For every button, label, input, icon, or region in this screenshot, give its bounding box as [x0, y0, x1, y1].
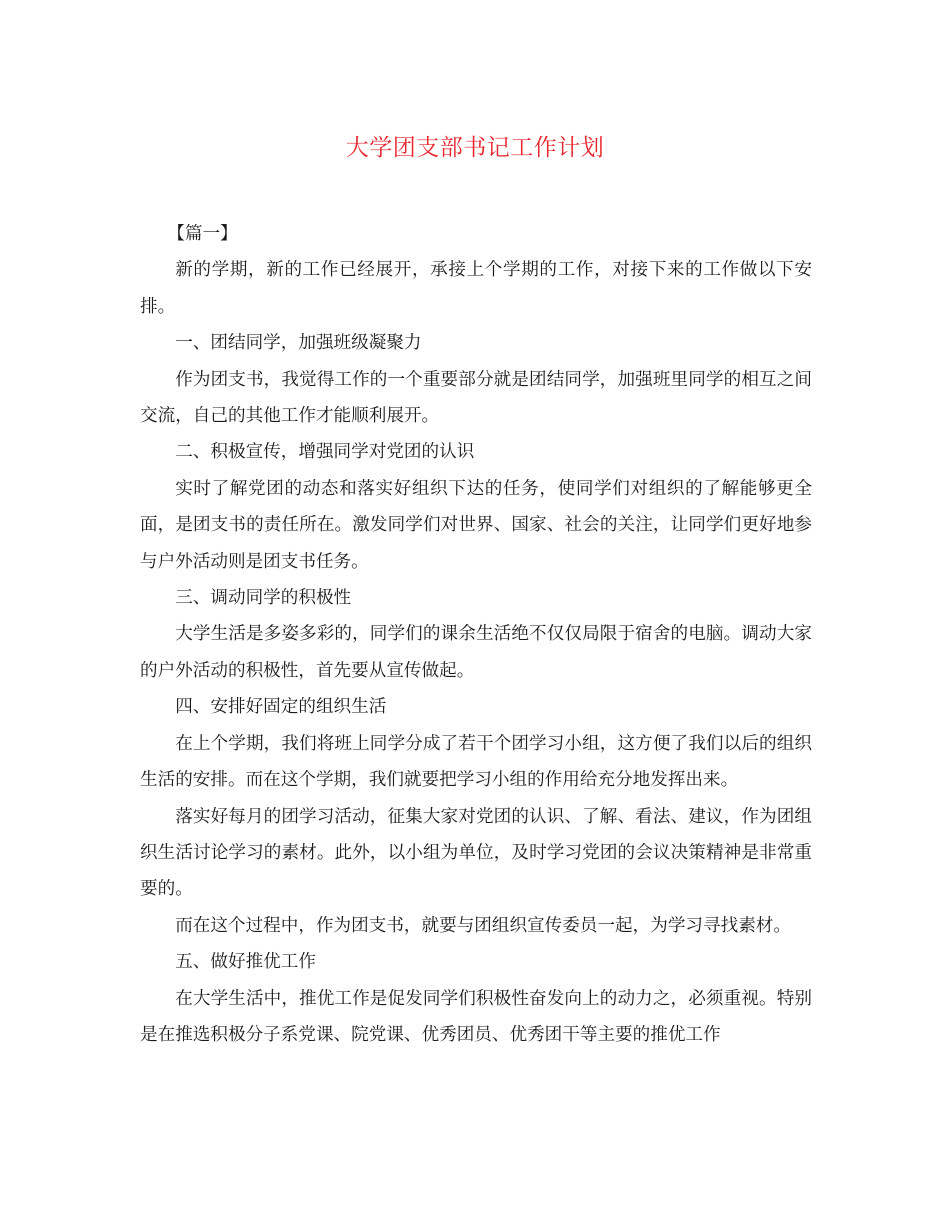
paragraph: 落实好每月的团学习活动，征集大家对党团的认识、了解、看法、建议，作为团组织生活讨论学习的素材。此外，以小组为单位，及时学习党团的会议决策精神是非常重要的。 [140, 806, 812, 900]
section-heading: 五、做好推优工作 [175, 952, 316, 973]
paragraph: 大学生活是多姿多彩的，同学们的课余生活绝不仅仅局限于宿舍的电脑。调动大家的户外活动的积极性，首先要从宣传做起。 [140, 624, 812, 681]
paragraph: 在上个学期，我们将班上同学分成了若干个团学习小组，这方便了我们以后的组织生活的安排。而在这个学期，我们就要把学习小组的作用给充分地发挥出来。 [140, 733, 812, 791]
document-body [140, 216, 812, 1053]
section-heading: 三、调动同学的积极性 [175, 588, 352, 609]
section-heading: 一、团结同学，加强班级凝聚力 [175, 333, 422, 354]
paragraph: 新的学期，新的工作已经展开，承接上个学期的工作，对接下来的工作做以下安排。 [140, 260, 812, 317]
paragraph: 而在这个过程中，作为团支书，就要与团组织宣传委员一起，为学习寻找素材。 [175, 915, 791, 936]
paragraph: 在大学生活中，推优工作是促发同学们积极性奋发向上的动力之，必须重视。特别是在推选积极分子系党课、院党课、优秀团员、优秀团干等主要的推优工作 [140, 988, 812, 1045]
section-heading: 二、积极宣传，增强同学对党团的认识 [175, 442, 475, 463]
section-marker: 【篇一】 [167, 224, 238, 244]
section-heading: 四、安排好固定的组织生活 [175, 697, 387, 718]
document-title: 大学团支部书记工作计划 [345, 135, 605, 161]
paragraph: 实时了解党团的动态和落实好组织下达的任务，使同学们对组织的了解能够更全面，是团支书的责任所在。激发同学们对世界、国家、社会的关注，让同学们更好地参与户外活动则是团支书任务。 [140, 478, 812, 572]
paragraph: 作为团支书，我觉得工作的一个重要部分就是团结同学，加强班里同学的相互之间交流，自己的其他工作才能顺利展开。 [140, 369, 812, 427]
